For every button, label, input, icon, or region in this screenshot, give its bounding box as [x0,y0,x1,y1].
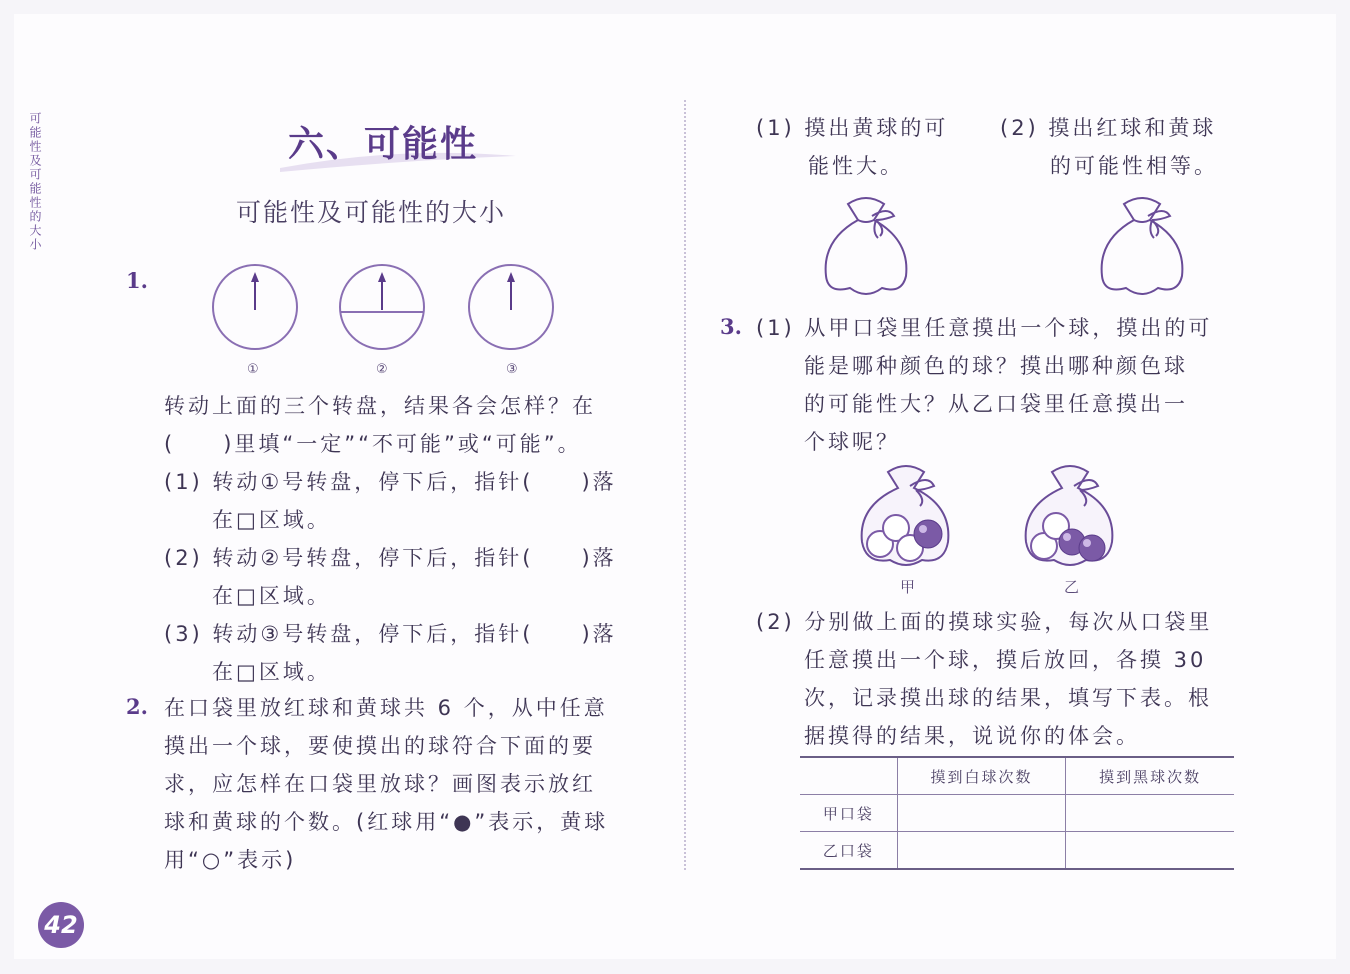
lesson-subtitle: 可能性及可能性的大小 [236,198,507,227]
q1-line-2: ( )里填“一定”“不可能”或“可能”。 [164,432,582,456]
q3-part1-line-1: (1) 从甲口袋里任意摸出一个球，摸出的可 [756,316,1213,340]
spinner-2 [340,265,424,349]
spinner-1 [213,265,297,349]
q1-line-1: 转动上面的三个转盘，结果各会怎样？在 [164,394,596,418]
bag-yi-with-balls-icon [1020,462,1120,570]
table-answer-cell[interactable] [897,832,1066,870]
table-answer-cell[interactable] [1066,832,1234,870]
q1-sub3-line-1: (3) 转动③号转盘，停下后，指针( )落 [164,622,617,646]
q1-sub3-line-2: 在□区域。 [212,660,331,684]
spinner-label-1: ① [247,362,259,377]
q1-sub1-line-1: (1) 转动①号转盘，停下后，指针( )落 [164,470,617,494]
question-3-number: 3. [720,314,742,339]
q1-sub2-line-1: (2) 转动②号转盘，停下后，指针( )落 [164,546,617,570]
bag-label-jia: 甲 [900,578,916,596]
q2-option-1-line-1: (1) 摸出黄球的可 [756,116,949,140]
q3-part1-line-4: 个球呢？ [804,430,900,454]
q3-part2-line-4: 据摸得的结果，说说你的体会。 [804,724,1140,748]
table-row [800,832,1234,870]
results-table [800,756,1234,870]
q2-option-2-line-1: (2) 摸出红球和黄球 [1000,116,1217,140]
table-header-row [800,757,1234,795]
table-header-cell: 摸到黑球次数 [1066,757,1234,795]
section-title: 六、可能性 [288,124,479,165]
q3-part2-line-1: (2) 分别做上面的摸球实验，每次从口袋里 [756,610,1213,634]
q1-sub1-line-2: 在□区域。 [212,508,331,532]
question-1-number: 1. [126,268,148,293]
bag-label-yi: 乙 [1064,578,1080,596]
table-row-label: 甲口袋 [800,795,897,832]
empty-bag-1-icon [818,190,914,298]
q2-option-1-line-2: 能性大。 [808,154,904,178]
table-answer-cell[interactable] [1066,795,1234,832]
bag-jia-with-balls-icon [856,462,956,570]
q3-part2-line-3: 次，记录摸出球的结果，填写下表。根 [804,686,1212,710]
q2-line-1: 在口袋里放红球和黄球共 6 个，从中任意 [164,696,608,720]
page-divider [684,100,686,870]
table-row-label: 乙口袋 [800,832,897,870]
q1-sub2-line-2: 在□区域。 [212,584,331,608]
q2-line-3: 求，应怎样在口袋里放球？画图表示放红 [164,772,596,796]
q2-line-5: 用“○”表示) [164,848,297,872]
spinner-3 [469,265,553,349]
side-section-label: 可能性及可能性的大小 [28,112,42,252]
table-header-cell [800,757,897,795]
table-header-cell: 摸到白球次数 [897,757,1066,795]
q2-option-2-line-2: 的可能性相等。 [1050,154,1218,178]
q3-part1-line-2: 能是哪种颜色的球？摸出哪种颜色球 [804,354,1188,378]
empty-bag-2-icon [1094,190,1190,298]
table-row [800,795,1234,832]
q2-line-2: 摸出一个球，要使摸出的球符合下面的要 [164,734,596,758]
q3-part2-line-2: 任意摸出一个球，摸后放回，各摸 30 [804,648,1207,672]
question-2-number: 2. [126,694,148,719]
spinner-label-3: ③ [506,362,518,377]
spinner-label-2: ② [376,362,388,377]
q2-line-4: 球和黄球的个数。(红球用“●”表示，黄球 [164,810,609,834]
page-number: 42 [38,902,84,948]
table-answer-cell[interactable] [897,795,1066,832]
q3-part1-line-3: 的可能性大？从乙口袋里任意摸出一 [804,392,1188,416]
